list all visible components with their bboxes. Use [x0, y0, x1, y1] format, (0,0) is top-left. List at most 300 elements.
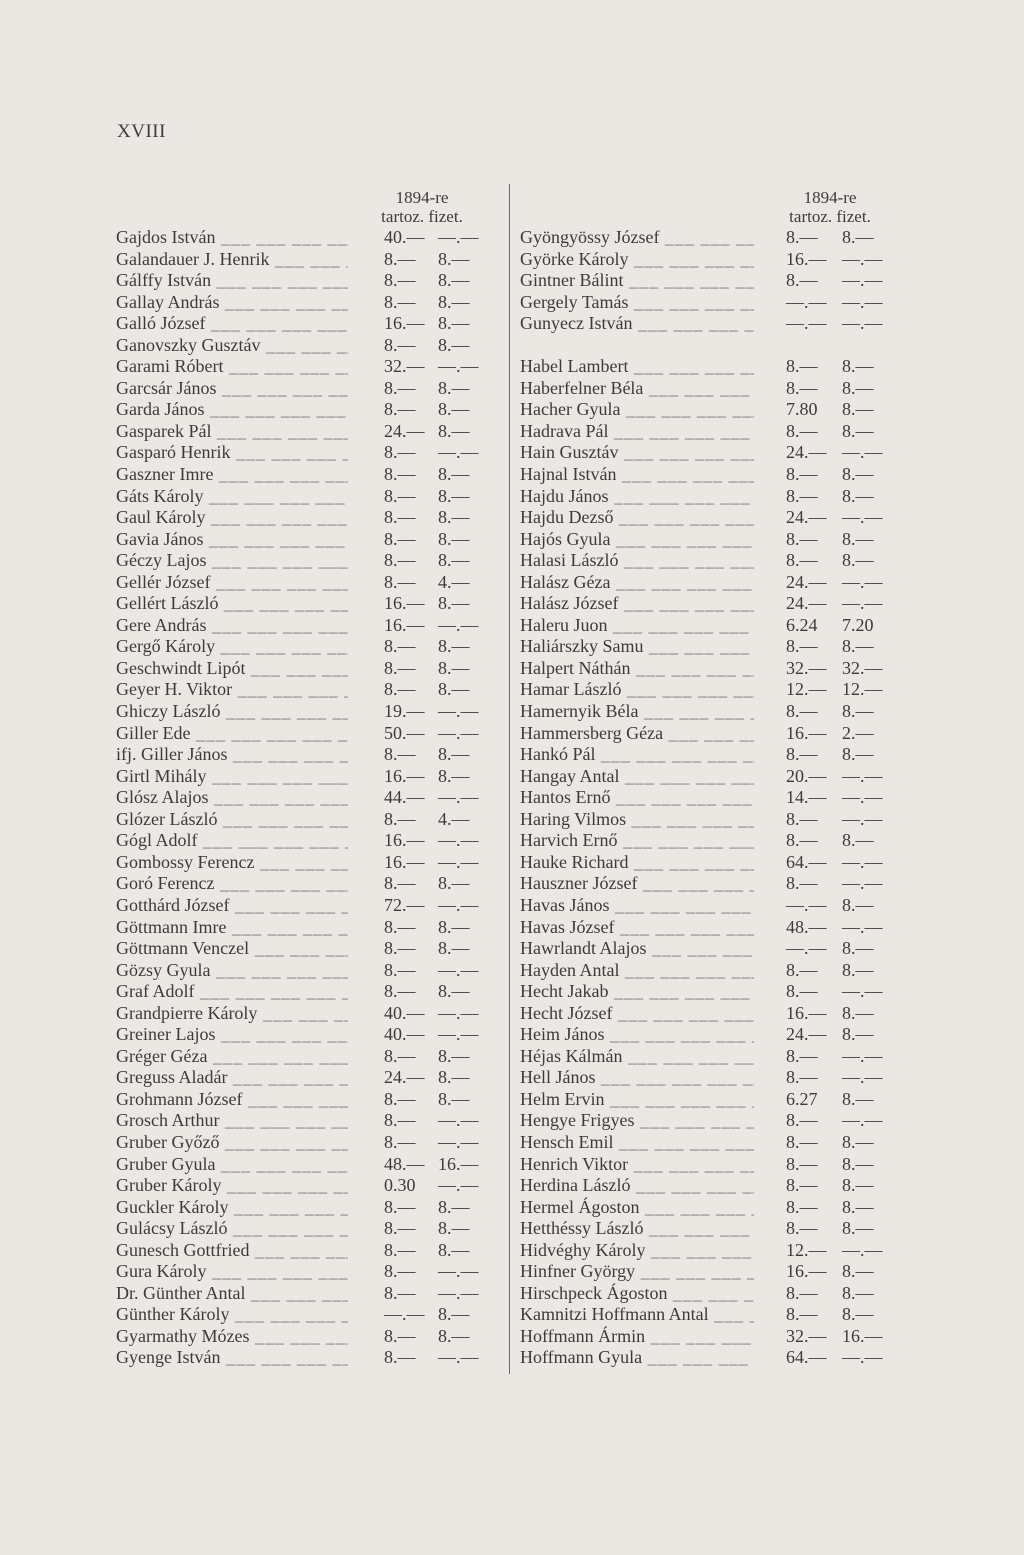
entry-due: 0.30: [384, 1175, 416, 1196]
entry-paid: 8.—: [842, 744, 874, 765]
list-item: [116, 507, 496, 529]
list-item: [520, 399, 910, 421]
list-item: [520, 658, 910, 680]
list-item: [116, 464, 496, 486]
list-item: [116, 1218, 496, 1240]
list-item: [116, 723, 496, 745]
list-item: [116, 873, 496, 895]
entry-name: Graf Adolf ___ _: [116, 981, 348, 1003]
entry-due: 16.—: [384, 851, 425, 872]
list-item: [116, 1089, 496, 1111]
entry-due: 8.—: [786, 1304, 818, 1325]
list-item: [116, 809, 496, 831]
list-item: [116, 593, 496, 615]
entry-paid: —.—: [438, 1261, 479, 1282]
list-item: [116, 658, 496, 680]
entry-name: Hensch Emil ___ _: [520, 1132, 754, 1154]
entry-paid: 16.—: [438, 1153, 479, 1174]
entry-due: 8.—: [384, 981, 416, 1002]
list-item: [520, 1240, 910, 1262]
list-item: [116, 1283, 496, 1305]
entry-due: 8.—: [786, 1153, 818, 1174]
entry-due: 8.—: [384, 550, 416, 571]
entry-name: Hajós Gyula ___ _: [520, 529, 754, 551]
entry-name: Hecht Jakab ___ _: [520, 981, 754, 1003]
entry-name: Gajdos István ___ _: [116, 227, 348, 249]
entry-due: —.—: [786, 291, 827, 312]
entry-paid: 16.—: [842, 1325, 883, 1346]
list-item: [520, 572, 910, 594]
entry-due: 8.—: [786, 464, 818, 485]
entry-paid: —.—: [438, 1347, 479, 1368]
list-item: [116, 938, 496, 960]
entry-paid: 8.—: [842, 399, 874, 420]
list-item: [116, 679, 496, 701]
right-rows-top: [520, 227, 910, 335]
list-item: [116, 981, 496, 1003]
entry-name: Gruber Gyula ___ _: [116, 1154, 348, 1176]
entry-due: 24.—: [786, 571, 827, 592]
entry-due: 48.—: [384, 1153, 425, 1174]
entry-due: 32.—: [384, 356, 425, 377]
entry-due: 64.—: [786, 851, 827, 872]
list-item: [520, 270, 910, 292]
entry-paid: 8.—: [842, 959, 874, 980]
list-item: [116, 529, 496, 551]
entry-paid: —.—: [438, 356, 479, 377]
list-item: [520, 830, 910, 852]
list-item: [116, 787, 496, 809]
entry-paid: —.—: [842, 765, 883, 786]
entry-name: Glósz Alajos ___ _: [116, 787, 348, 809]
entry-name: Hain Gusztáv ___ _: [520, 442, 754, 464]
entry-name: Gógl Adolf ___ _: [116, 830, 348, 852]
entry-name: Gulácsy László ___ _: [116, 1218, 348, 1240]
list-item: [116, 550, 496, 572]
entry-name: Hangay Antal ___ _: [520, 766, 754, 788]
entry-due: 8.—: [384, 528, 416, 549]
entry-paid: 4.—: [438, 571, 470, 592]
entry-name: Héjas Kálmán ___ _: [520, 1046, 754, 1068]
entry-paid: 7.20: [842, 614, 874, 635]
entry-paid: 8.—: [438, 657, 470, 678]
entry-paid: —.—: [842, 248, 883, 269]
list-item: [520, 960, 910, 982]
entry-due: 8.—: [786, 830, 818, 851]
entry-paid: 8.—: [842, 636, 874, 657]
entry-due: 24.—: [786, 1024, 827, 1045]
entry-due: 8.—: [384, 377, 416, 398]
entry-name: Dr. Günther Antal ___ _: [116, 1283, 348, 1305]
entry-paid: 12.—: [842, 679, 883, 700]
entry-due: 6.24: [786, 614, 818, 635]
entry-paid: 8.—: [842, 1131, 874, 1152]
entry-paid: 8.—: [842, 1196, 874, 1217]
entry-name: Halasi László ___ _: [520, 550, 754, 572]
right-column-header: [520, 188, 910, 227]
entry-paid: 8.—: [842, 1175, 874, 1196]
entry-name: Hetthéssy László ___ _: [520, 1218, 754, 1240]
entry-paid: 8.—: [842, 1153, 874, 1174]
entry-name: Gréger Géza ___ _: [116, 1046, 348, 1068]
entry-paid: 8.—: [438, 765, 470, 786]
entry-name: Greguss Aladár ___ _: [116, 1067, 348, 1089]
entry-paid: —.—: [842, 291, 883, 312]
entry-name: Guckler Károly ___ _: [116, 1197, 348, 1219]
entry-name: Henrich Viktor ___ _: [520, 1154, 754, 1176]
entry-name: Harvich Ernő ___ _: [520, 830, 754, 852]
list-item: [116, 1347, 496, 1369]
entry-name: Giller Ede ___ _: [116, 723, 348, 745]
entry-paid: 8.—: [438, 636, 470, 657]
entry-paid: —.—: [842, 270, 883, 291]
list-item: [520, 1154, 910, 1176]
entry-name: Hengye Frigyes ___ _: [520, 1110, 754, 1132]
entry-due: 16.—: [786, 248, 827, 269]
list-item: [520, 442, 910, 464]
entry-paid: 8.—: [438, 377, 470, 398]
entry-paid: 8.—: [438, 1196, 470, 1217]
entry-paid: —.—: [842, 1110, 883, 1131]
list-item: [520, 766, 910, 788]
list-item: [116, 399, 496, 421]
left-header-year: 1894-re: [395, 188, 449, 207]
right-column: [520, 188, 910, 1369]
entry-name: Halpert Náthán ___ _: [520, 658, 754, 680]
entry-due: 12.—: [786, 1239, 827, 1260]
entry-due: 8.—: [384, 808, 416, 829]
entry-paid: —.—: [842, 507, 883, 528]
list-item: [520, 1024, 910, 1046]
list-item: [116, 1132, 496, 1154]
entry-name: Gálffy István ___ _: [116, 270, 348, 292]
entry-paid: 8.—: [438, 291, 470, 312]
entry-paid: —.—: [438, 1282, 479, 1303]
list-item: [520, 744, 910, 766]
list-item: [116, 1046, 496, 1068]
entry-paid: 8.—: [438, 248, 470, 269]
entry-name: Gallay András ___ _: [116, 292, 348, 314]
entry-name: Hecht József ___ _: [520, 1003, 754, 1025]
list-item: [116, 830, 496, 852]
entry-paid: 8.—: [438, 593, 470, 614]
list-item: [520, 917, 910, 939]
entry-due: 16.—: [786, 1002, 827, 1023]
entry-due: 8.—: [384, 1325, 416, 1346]
entry-paid: 8.—: [438, 1067, 470, 1088]
entry-paid: —.—: [842, 1067, 883, 1088]
right-header-labels: tartoz. fizet.: [789, 207, 871, 226]
entry-name: Gombossy Ferencz ___ _: [116, 852, 348, 874]
list-item: [520, 679, 910, 701]
list-item: [520, 378, 910, 400]
entry-due: 72.—: [384, 894, 425, 915]
entry-name: Havas József ___ _: [520, 917, 754, 939]
entry-due: 8.—: [384, 485, 416, 506]
entry-paid: 8.—: [438, 1088, 470, 1109]
list-item: [116, 960, 496, 982]
entry-due: 8.—: [384, 1347, 416, 1368]
entry-due: 8.—: [384, 938, 416, 959]
entry-paid: 32.—: [842, 657, 883, 678]
entry-paid: 8.—: [438, 420, 470, 441]
entry-name: Gergő Károly ___ _: [116, 636, 348, 658]
entry-due: 8.—: [786, 227, 818, 247]
entry-due: 8.—: [786, 959, 818, 980]
list-item: [520, 1304, 910, 1326]
list-item: [116, 1003, 496, 1025]
entry-name: Galló József ___ _: [116, 313, 348, 335]
entry-name: Gellér József ___ _: [116, 572, 348, 594]
entry-name: Göttmann Imre ___ _: [116, 917, 348, 939]
list-item: [520, 550, 910, 572]
entry-paid: 8.—: [438, 1304, 470, 1325]
entry-paid: 8.—: [438, 270, 470, 291]
entry-due: 64.—: [786, 1347, 827, 1368]
right-rows: [520, 356, 910, 1369]
entry-due: 8.—: [786, 1110, 818, 1131]
entry-name: Gere András ___ _: [116, 615, 348, 637]
entry-paid: —.—: [438, 227, 479, 247]
list-item: [116, 1067, 496, 1089]
page-number: XVIII: [117, 121, 166, 142]
entry-paid: 8.—: [438, 550, 470, 571]
entry-paid: —.—: [438, 442, 479, 463]
entry-due: 8.—: [384, 248, 416, 269]
entry-paid: 8.—: [842, 938, 874, 959]
entry-paid: —.—: [438, 1110, 479, 1131]
entry-name: Györke Károly ___ _: [520, 249, 754, 271]
left-column-header: [116, 188, 496, 227]
list-item: [116, 615, 496, 637]
entry-paid: —.—: [842, 808, 883, 829]
entry-due: —.—: [786, 894, 827, 915]
list-item: [520, 981, 910, 1003]
entry-name: Ghiczy László ___ _: [116, 701, 348, 723]
entry-name: Gavia János ___ _: [116, 529, 348, 551]
entry-name: Gunyecz István ___ _: [520, 313, 754, 335]
list-item: [520, 593, 910, 615]
entry-due: 8.—: [786, 377, 818, 398]
entry-paid: 8.—: [438, 916, 470, 937]
list-item: [520, 1003, 910, 1025]
entry-due: 8.—: [384, 657, 416, 678]
entry-name: Hadrava Pál ___ _: [520, 421, 754, 443]
entry-due: 8.—: [786, 550, 818, 571]
entry-paid: —.—: [438, 830, 479, 851]
entry-name: Grandpierre Károly ___ _: [116, 1003, 348, 1025]
entry-name: Hamernyik Béla ___ _: [520, 701, 754, 723]
entry-due: 8.—: [786, 1045, 818, 1066]
entry-name: ifj. Giller János ___ _: [116, 744, 348, 766]
section-gap: [520, 335, 910, 357]
entry-due: 20.—: [786, 765, 827, 786]
list-item: [520, 701, 910, 723]
entry-name: Girtl Mihály ___ _: [116, 766, 348, 788]
list-item: [116, 442, 496, 464]
entry-paid: 8.—: [842, 1304, 874, 1325]
entry-paid: —.—: [842, 593, 883, 614]
entry-name: Kamnitzi Hoffmann Antal ___ _: [520, 1304, 754, 1326]
entry-paid: 8.—: [842, 464, 874, 485]
entry-name: Günther Károly ___ _: [116, 1304, 348, 1326]
list-item: [116, 1261, 496, 1283]
entry-paid: 8.—: [438, 313, 470, 334]
list-item: [520, 1067, 910, 1089]
entry-name: Hankó Pál ___ _: [520, 744, 754, 766]
list-item: [520, 1046, 910, 1068]
list-item: [520, 636, 910, 658]
entry-name: Hammersberg Géza ___ _: [520, 723, 754, 745]
entry-name: Gruber Győző ___ _: [116, 1132, 348, 1154]
entry-paid: 8.—: [842, 227, 874, 247]
entry-due: 8.—: [384, 291, 416, 312]
entry-paid: —.—: [438, 1131, 479, 1152]
entry-due: 40.—: [384, 1024, 425, 1045]
entry-name: Geschwindt Lipót ___ _: [116, 658, 348, 680]
list-item: [116, 292, 496, 314]
entry-due: 8.—: [384, 1239, 416, 1260]
entry-paid: 8.—: [842, 1261, 874, 1282]
entry-paid: 2.—: [842, 722, 874, 743]
entry-paid: 8.—: [438, 873, 470, 894]
entry-due: 8.—: [384, 442, 416, 463]
list-item: [520, 1261, 910, 1283]
entry-name: Hamar László ___ _: [520, 679, 754, 701]
entry-name: Gyarmathy Mózes ___ _: [116, 1326, 348, 1348]
list-item: [520, 486, 910, 508]
entry-name: Herdina László ___ _: [520, 1175, 754, 1197]
entry-due: —.—: [786, 313, 827, 334]
entry-due: 24.—: [786, 507, 827, 528]
list-item: [520, 249, 910, 271]
entry-due: 8.—: [384, 1282, 416, 1303]
entry-due: 24.—: [786, 593, 827, 614]
entry-name: Gotthárd József ___ _: [116, 895, 348, 917]
entry-name: Halász József ___ _: [520, 593, 754, 615]
entry-name: Géczy Lajos ___ _: [116, 550, 348, 572]
entry-name: Greiner Lajos ___ _: [116, 1024, 348, 1046]
entry-name: Heim János ___ _: [520, 1024, 754, 1046]
entry-due: 8.—: [384, 1131, 416, 1152]
entry-name: Haberfelner Béla ___ _: [520, 378, 754, 400]
entry-due: 8.—: [384, 1196, 416, 1217]
list-item: [116, 1326, 496, 1348]
entry-paid: —.—: [842, 442, 883, 463]
entry-due: 8.—: [384, 873, 416, 894]
entry-paid: —.—: [842, 1045, 883, 1066]
list-item: [116, 1110, 496, 1132]
list-item: [520, 873, 910, 895]
list-item: [116, 335, 496, 357]
entry-paid: 8.—: [842, 550, 874, 571]
list-item: [116, 572, 496, 594]
list-item: [520, 787, 910, 809]
list-item: [520, 421, 910, 443]
entry-paid: —.—: [438, 701, 479, 722]
entry-name: Hoffmann Ármin ___ _: [520, 1326, 754, 1348]
entry-due: —.—: [384, 1304, 425, 1325]
entry-name: Hayden Antal ___ _: [520, 960, 754, 982]
entry-due: 12.—: [786, 679, 827, 700]
entry-paid: 8.—: [842, 1218, 874, 1239]
entry-due: 24.—: [384, 420, 425, 441]
list-item: [116, 852, 496, 874]
entry-name: Galandauer J. Henrik ___ _: [116, 249, 348, 271]
entry-name: Hauszner József ___ _: [520, 873, 754, 895]
entry-due: 16.—: [384, 593, 425, 614]
entry-due: 8.—: [384, 636, 416, 657]
entry-due: 8.—: [384, 571, 416, 592]
entry-due: 8.—: [786, 1131, 818, 1152]
entry-name: Gasparek Pál ___ _: [116, 421, 348, 443]
entry-paid: 8.—: [842, 377, 874, 398]
list-item: [116, 421, 496, 443]
entry-paid: —.—: [438, 894, 479, 915]
entry-due: 8.—: [384, 334, 416, 355]
entry-name: Gaszner Imre ___ _: [116, 464, 348, 486]
entry-due: 8.—: [786, 1218, 818, 1239]
entry-due: 24.—: [384, 1067, 425, 1088]
entry-name: Hawrlandt Alajos ___ _: [520, 938, 754, 960]
entry-due: 8.—: [384, 1218, 416, 1239]
entry-due: 8.—: [384, 744, 416, 765]
entry-name: Haleru Juon ___ _: [520, 615, 754, 637]
entry-name: Haring Vilmos ___ _: [520, 809, 754, 831]
entry-due: —.—: [786, 938, 827, 959]
list-item: [116, 1175, 496, 1197]
entry-due: 8.—: [786, 808, 818, 829]
entry-name: Ganovszky Gusztáv ___ _: [116, 335, 348, 357]
entry-name: Hidvéghy Károly ___ _: [520, 1240, 754, 1262]
entry-name: Hacher Gyula ___ _: [520, 399, 754, 421]
entry-paid: —.—: [438, 851, 479, 872]
entry-name: Gellért László ___ _: [116, 593, 348, 615]
list-item: [116, 744, 496, 766]
list-item: [520, 1110, 910, 1132]
entry-name: Havas János ___ _: [520, 895, 754, 917]
entry-paid: —.—: [438, 787, 479, 808]
list-item: [116, 1240, 496, 1262]
entry-paid: —.—: [842, 916, 883, 937]
entry-due: 8.—: [384, 1088, 416, 1109]
entry-name: Hell János ___ _: [520, 1067, 754, 1089]
entry-due: 8.—: [384, 270, 416, 291]
list-item: [520, 1347, 910, 1369]
entry-paid: 8.—: [842, 701, 874, 722]
entry-name: Hinfner György ___ _: [520, 1261, 754, 1283]
entry-paid: 8.—: [842, 1002, 874, 1023]
entry-due: 24.—: [786, 442, 827, 463]
entry-due: 16.—: [384, 614, 425, 635]
entry-name: Gura Károly ___ _: [116, 1261, 348, 1283]
entry-name: Gyöngyössy József ___ _: [520, 227, 754, 249]
list-item: [116, 378, 496, 400]
left-column: [116, 188, 496, 1369]
entry-due: 8.—: [384, 507, 416, 528]
entry-name: Gunesch Gottfried ___ _: [116, 1240, 348, 1262]
entry-name: Helm Ervin ___ _: [520, 1089, 754, 1111]
entry-due: 14.—: [786, 787, 827, 808]
list-item: [520, 1197, 910, 1219]
entry-paid: 8.—: [438, 1239, 470, 1260]
list-item: [520, 1218, 910, 1240]
list-item: [116, 917, 496, 939]
entry-name: Garcsár János ___ _: [116, 378, 348, 400]
entry-paid: 8.—: [438, 1218, 470, 1239]
entry-paid: —.—: [438, 1024, 479, 1045]
entry-paid: —.—: [842, 1347, 883, 1368]
